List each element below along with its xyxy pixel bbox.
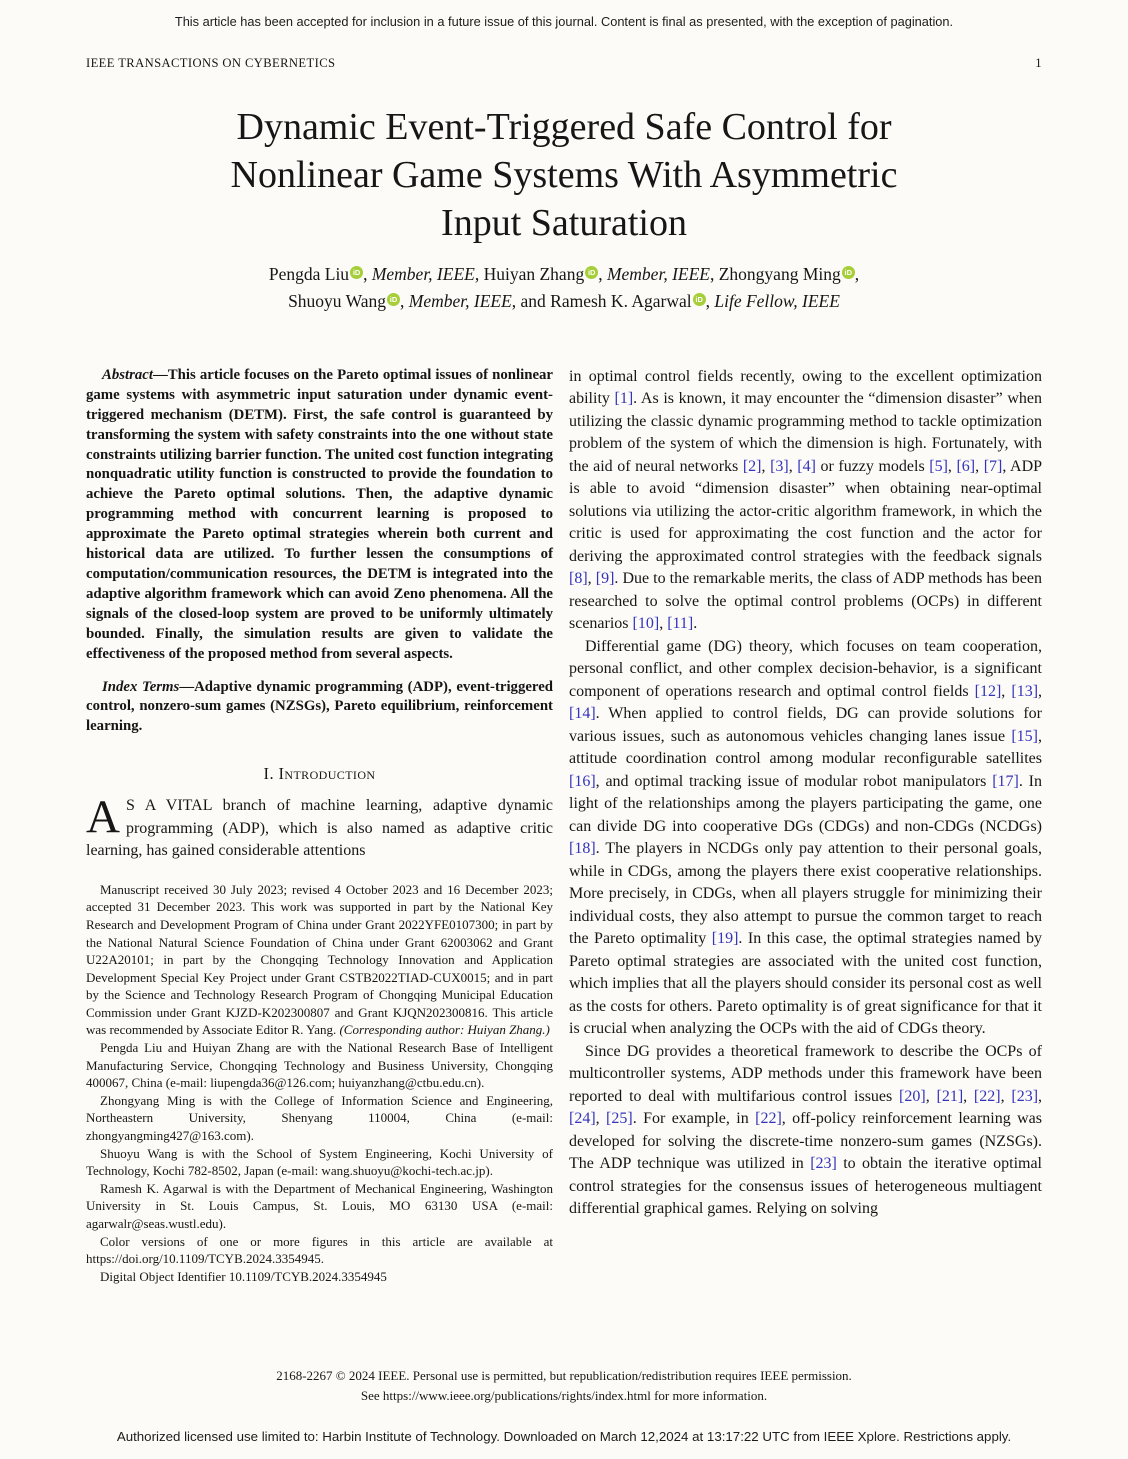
rights-info-line: See https://www.ieee.org/publications/rights/index.html for more information. — [360, 1388, 768, 1404]
citation-link[interactable]: [13] — [1011, 682, 1039, 700]
orcid-icon[interactable]: iD — [350, 266, 363, 279]
citation-link[interactable]: [17] — [992, 772, 1019, 790]
citation-link[interactable]: [14] — [569, 705, 596, 723]
acceptance-notice: This article has been accepted for inclusion in a future issue of this journal. Content is final as presented, with the exception of pagination. — [174, 14, 954, 29]
index-terms-label: Index Terms — [102, 678, 180, 695]
citation-link[interactable]: [1] — [614, 390, 634, 408]
abstract-paragraph — [86, 366, 553, 665]
footnote-manuscript-text: Manuscript received 30 July 2023; revised 4 October 2023 and 16 December 2023; accepted 31 December 2023. This work was supported in part by the National Key Research and Development Program of China under Grant 2022YFE0107300; in part by the National Natural Science Foundation of China under Grant 62003062 and Grant U22A20101; in part by the Chongqing Technology Innovation and Application Development Special Key Project under Grant CSTB2022TIAD-CUX0015; and in part by the Science and Technology Research Program of Chongqing Municipal Education Commission under Grant KJZD-K202300807 and Grant KJQN202300816. This article was recommended by Associate Editor R. Yang. — [86, 881, 553, 1038]
abstract-label: Abstract — [102, 366, 153, 383]
citation-link[interactable]: [12] — [974, 682, 1002, 700]
journal-name: IEEE TRANSACTIONS ON CYBERNETICS — [86, 56, 336, 70]
footnote-affiliation: Zhongyang Ming is with the College of Information Science and Engineering, Northeastern University, Shenyang 110004, China (e-mail: zhongyangming427@163.com). — [86, 1092, 553, 1144]
citation-link[interactable]: [24] — [569, 1110, 596, 1128]
introduction-opening-text: S A VITAL branch of machine learning, adaptive dynamic programming (ADP), which is also named as adaptive critic learning, has gained considerable attentions — [86, 797, 553, 860]
body-paragraph: Differential game (DG) theory, which focuses on team cooperation, personal conflict, and other complex decision-behavior, is a significant component of operations research and optimal control fields [12], [13], [14]. When applied to control fields, DG can provide solutions for various issues, such as autonomous vehicles changing lanes issue [15], attitude coordination control among modular reconfigurable satellites [16], and optimal tracking issue of modular robot manipulators [17]. In light of the relationships among the players participating the game, one can divide DG into cooperative DGs (CDGs) and non-CDGs (NCDGs) [18]. The players in NCDGs only pay attention to their personal goals, while in CDGs, among the players there exist cooperative relationships. More precisely, in CDGs, when all players struggle for minimizing their individual costs, they also attempt to pursue the common target to reach the Pareto optimality [19]. In this case, the optimal strategies named by Pareto optimal strategies are associated with the united cost function, which implies that all the players should consider its personal cost as well as the costs for others. Pareto optimality is of great significance for that it is crucial when analyzing the OCPs with the aid of CDGs theory. — [569, 637, 1043, 1038]
introduction-paragraph — [86, 791, 553, 863]
citation-link[interactable]: [23] — [1011, 1087, 1039, 1105]
footnote-affiliation: Shuoyu Wang is with the School of System Engineering, Kochi University of Technology, Kochi 782-8502, Japan (e-mail: wang.shuoyu@kochi-tech.ac.jp). — [86, 1145, 553, 1179]
author-line: Shuoyu Wang iD , Member, IEEE, and Ramesh K. Agarwal iD , Life Fellow, IEEE — [288, 291, 840, 312]
orcid-icon[interactable]: iD — [387, 293, 400, 306]
footnote-affiliation: Pengda Liu and Huiyan Zhang are with the National Research Base of Intelligent Manufacturing Service, Chongqing Technology and Business University, Chongqing 400067, China (e-mail: liupengda36@126.com; huiyanzhang@ctbu.edu.cn). — [86, 1040, 553, 1091]
first-page-footnotes — [86, 881, 553, 1286]
footnote-affiliation: Ramesh K. Agarwal is with the Department of Mechanical Engineering, Washington University in St. Louis Campus, St. Louis, MO 63130 USA (e-mail: agarwalr@seas.wustl.edu). — [86, 1180, 553, 1231]
footnote-doi: Digital Object Identifier 10.1109/TCYB.2024.3354945 — [100, 1268, 387, 1284]
drop-cap: A — [86, 791, 120, 844]
citation-link[interactable]: [19] — [711, 930, 739, 948]
orcid-icon[interactable]: iD — [693, 293, 706, 306]
index-terms-paragraph — [86, 678, 553, 738]
citation-link[interactable]: [8] — [569, 570, 588, 588]
citation-link[interactable]: [2] — [742, 457, 762, 475]
footnote-color-versions: Color versions of one or more figures in this article are available at https://doi.org/10.1109/TCYB.2024.3354945. — [86, 1233, 553, 1267]
body-columns — [86, 366, 1042, 1285]
author-line: Pengda Liu iD , Member, IEEE, Huiyan Zhang iD , Member, IEEE, Zhongyang Ming iD , — [268, 263, 860, 284]
right-column — [569, 366, 1042, 1285]
body-paragraph: in optimal control fields recently, owing to the excellent optimization ability [1]. As is known, it may encounter the “dimension disaster” when utilizing the classic dynamic programming method to tackle optimization problem of the system of which the dimension is high. Fortunately, with the aid of neural networks [2], [3], [4] or fuzzy models [5], [6], [7], ADP is able to avoid “dimension disaster” when obtaining near-optimal solutions via utilizing the actor-critic algorithm framework, in which the critic is used for approximating the cost function and the actor for deriving the approximated control strategies with the feedback signals [8], [9]. Due to the remarkable merits, the class of ADP methods has been researched to solve the optimal control problems (OCPs) in different scenarios [10], [11]. — [569, 367, 1043, 633]
citation-link[interactable]: [21] — [936, 1087, 964, 1105]
index-terms-text: —Adaptive dynamic programming (ADP), event-triggered control, nonzero-sum games (NZSGs), Pareto equilibrium, reinforcement learning. — [86, 678, 554, 735]
copyright-footer — [0, 1366, 1128, 1406]
citation-link[interactable]: [18] — [569, 840, 596, 858]
body-paragraph: Since DG provides a theoretical framework to describe the OCPs of multicontroller systems, ADP methods under this framework have been reported to deal with multifarious control issues [20], [21], [22], [23], [24], [25]. For example, in [22], off-policy reinforcement learning was developed for solving the discrete-time nonzero-sum games (NZSGs). The ADP technique was utilized in [23] to obtain the iterative optimal control strategies for the consensus issues of heterogeneous multiagent differential graphical games. Relying on solving — [569, 1042, 1043, 1218]
orcid-icon[interactable]: iD — [585, 266, 598, 279]
citation-link[interactable]: [22] — [973, 1087, 1001, 1105]
license-notice: Authorized licensed use limited to: Harbin Institute of Technology. Downloaded on March 12,2024 at 13:17:22 UTC from IEEE Xplore. Restrictions apply. — [116, 1429, 1012, 1444]
paper-title: Dynamic Event-Triggered Safe Control for Nonlinear Game Systems With Asymmetric Input Saturation — [230, 106, 898, 244]
footnote-manuscript — [86, 881, 553, 1039]
citation-link[interactable]: [25] — [606, 1110, 633, 1128]
citation-link[interactable]: [6] — [956, 457, 976, 475]
author-lines — [86, 261, 1042, 316]
citation-link[interactable]: [11] — [667, 615, 694, 633]
citation-link[interactable]: [16] — [569, 772, 596, 790]
citation-link[interactable]: [22] — [755, 1110, 782, 1128]
citation-link[interactable]: [20] — [899, 1087, 926, 1105]
membership-label: Life Fellow, IEEE — [714, 291, 840, 312]
citation-link[interactable]: [23] — [810, 1155, 837, 1173]
orcid-icon[interactable]: iD — [842, 266, 855, 279]
copyright-line: 2168-2267 © 2024 IEEE. Personal use is permitted, but republication/redistribution requires IEEE permission. — [276, 1368, 852, 1383]
running-header — [86, 56, 1042, 71]
corresponding-author-note: (Corresponding author: Huiyan Zhang.) — [339, 1022, 550, 1038]
left-column — [86, 366, 553, 1285]
citation-link[interactable]: [9] — [595, 570, 615, 588]
membership-label: Member, IEEE — [606, 263, 710, 284]
membership-label: Member, IEEE — [371, 263, 475, 284]
citation-link[interactable]: [7] — [983, 457, 1003, 475]
membership-label: Member, IEEE — [408, 291, 512, 312]
citation-link[interactable]: [5] — [929, 457, 948, 475]
citation-link[interactable]: [3] — [770, 457, 789, 475]
abstract-text: —This article focuses on the Pareto optimal issues of nonlinear game systems with asymmetric input saturation under dynamic event-triggered mechanism (DETM). First, the safe control is guaranteed by transforming the system with safety constraints into the one without state constraints utilizing barrier function. The united cost function integrating nonquadratic utility function is constructed to provide the foundation to achieve the Pareto optimal solutions. Then, the adaptive dynamic programming method with concurrent learning is proposed to approximate the Pareto optimal strategies wherein both current and historical data are utilized. To further lessen the consumptions of computation/communication resources, the DETM is integrated into the adaptive algorithm framework which can avoid Zeno phenomena. All the signals of the closed-loop system are proved to be uniformly ultimately bounded. Finally, the simulation results are given to validate the effectiveness of the proposed method from several aspects. — [86, 366, 553, 662]
citation-link[interactable]: [4] — [797, 457, 816, 475]
page-number: 1 — [1035, 56, 1042, 70]
citation-link[interactable]: [10] — [632, 615, 660, 633]
citation-link[interactable]: [15] — [1011, 727, 1038, 745]
section-heading-introduction: I. Introduction — [263, 764, 376, 784]
